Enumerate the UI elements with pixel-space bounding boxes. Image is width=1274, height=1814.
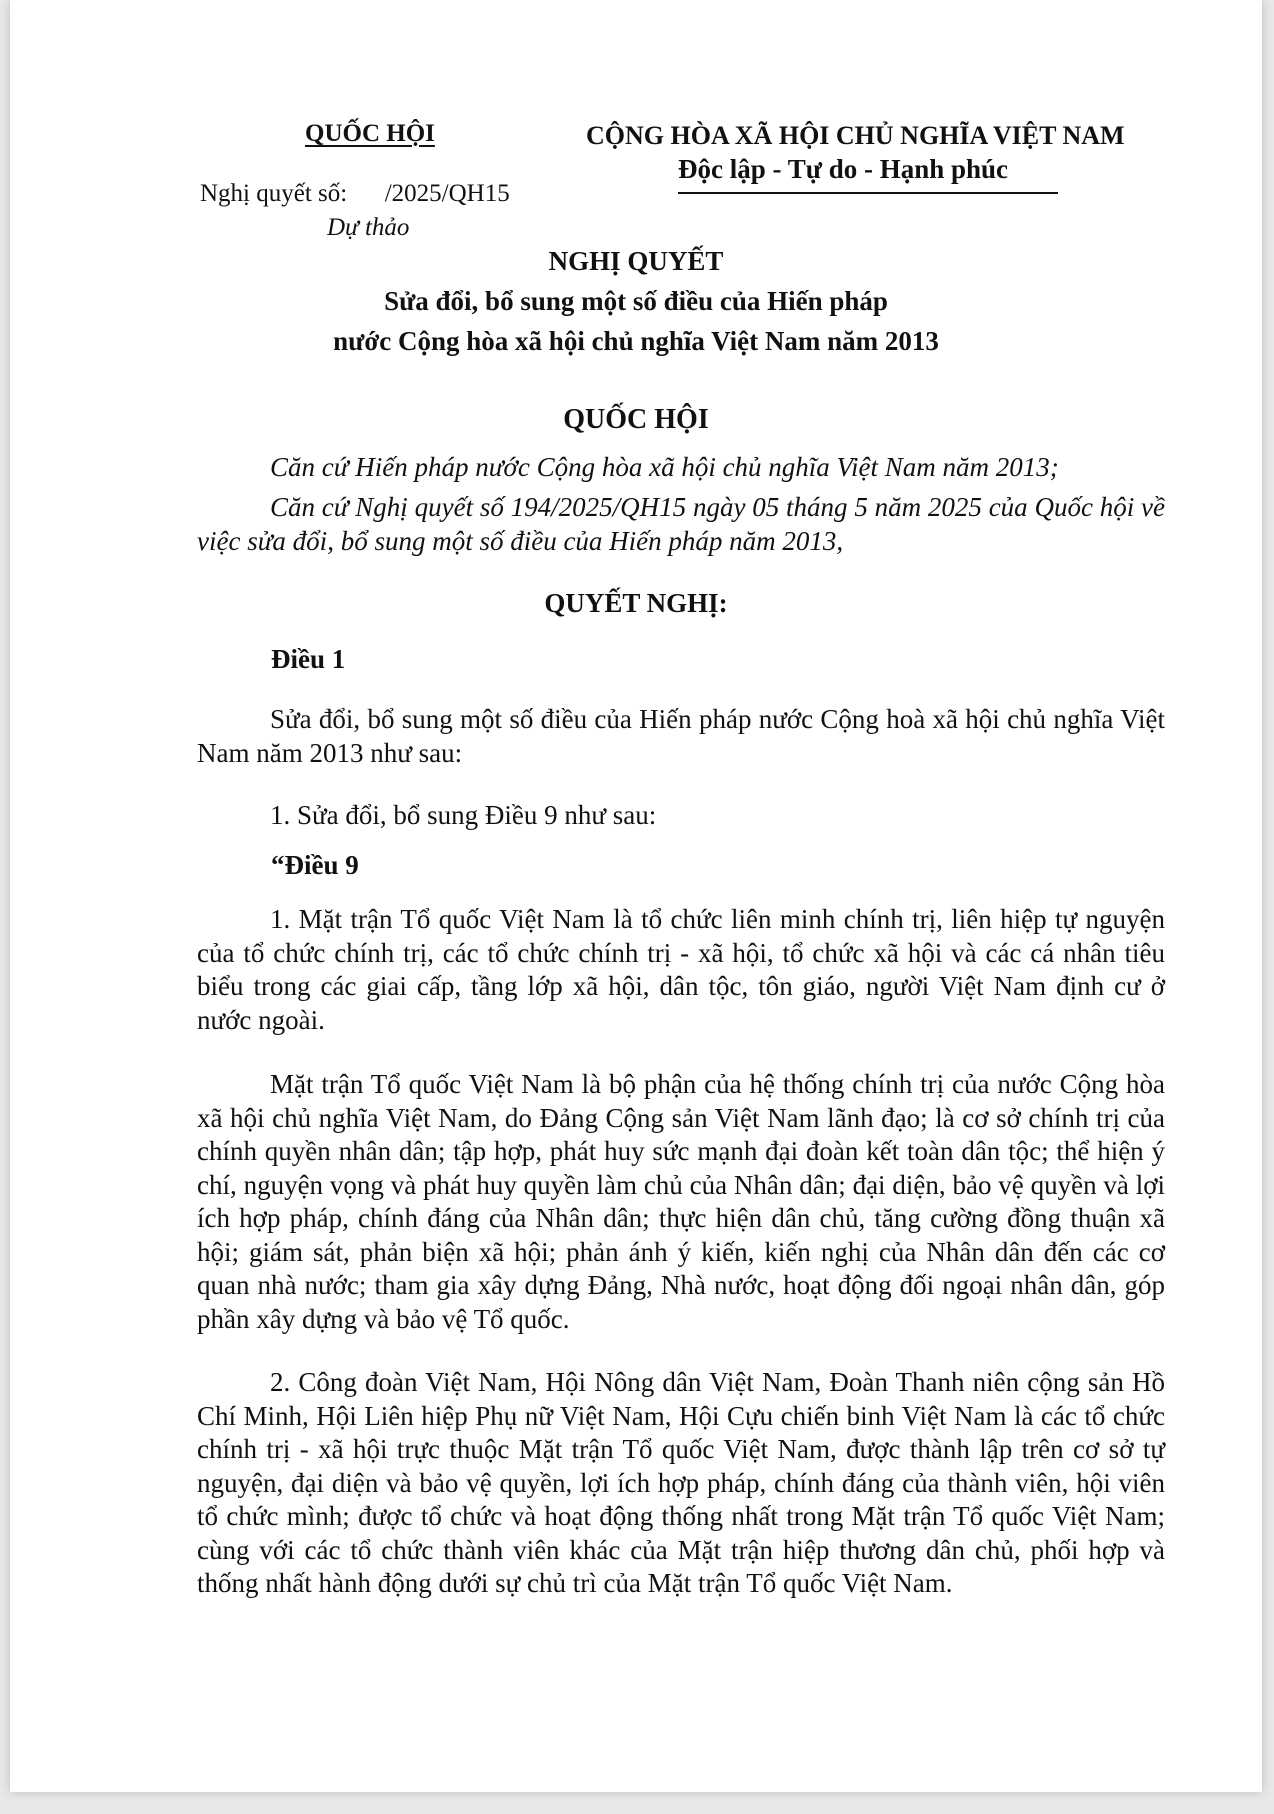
national-motto: Độc lập - Tự do - Hạnh phúc (678, 154, 1009, 184)
article-1-heading: Điều 1 (271, 644, 346, 674)
motto-underline (678, 192, 1058, 194)
draft-label: Dự thảo (327, 214, 410, 241)
resolves-heading: QUYẾT NGHỊ: (544, 588, 728, 618)
article-9-clause-1: 1. Mặt trận Tổ quốc Việt Nam là tổ chức liên minh chính trị, liên hiệp tự nguyện của tổ chức chính trị, các tổ chức chính trị - xã hội, tổ chức xã hội và các cá nhân tiêu biểu trong các giai cấp, tầng lớp xã hội, dân tộc, tôn giáo, người Việt Nam định cư ở nước ngoài. (197, 904, 1165, 1035)
article-9-heading: “Điều 9 (271, 850, 359, 880)
document-type: NGHỊ QUYẾT (548, 246, 724, 276)
document-page (10, 0, 1262, 1792)
country-name: CỘNG HÒA XÃ HỘI CHỦ NGHĨA VIỆT NAM (586, 121, 1125, 150)
article-9-clause-2: 2. Công đoàn Việt Nam, Hội Nông dân Việt Nam, Đoàn Thanh niên cộng sản Hồ Chí Minh, Hội Liên hiệp Phụ nữ Việt Nam, Hội Cựu chiến binh Việt Nam là các tổ chức chính trị - xã hội trực thuộc Mặt trận Tổ quốc Việt Nam, được thành lập trên cơ sở tự nguyện, đại diện và bảo vệ quyền, lợi ích hợp pháp, chính đáng của thành viên, hội viên tổ chức mình; được tổ chức và hoạt động thống nhất trong Mặt trận Tổ quốc Việt Nam; cùng với các tổ chức thành viên khác của Mặt trận hiệp thương dân chủ, phối hợp và thống nhất hành động dưới sự chủ trì của Mặt trận Tổ quốc Việt Nam. (197, 1367, 1165, 1598)
legal-basis-2: Căn cứ Nghị quyết số 194/2025/QH15 ngày 05 tháng 5 năm 2025 của Quốc hội về việc sửa đổi, bổ sung một số điều của Hiến pháp năm 2013, (197, 492, 1165, 556)
document-title-line-2: nước Cộng hòa xã hội chủ nghĩa Việt Nam năm 2013 (333, 326, 939, 356)
resolution-number: Nghị quyết số: /2025/QH15 (200, 180, 510, 207)
issuer-short: QUỐC HỘI (305, 120, 435, 147)
issuing-body: QUỐC HỘI (563, 404, 709, 435)
legal-basis-1: Căn cứ Hiến pháp nước Cộng hòa xã hội chủ nghĩa Việt Nam năm 2013; (270, 452, 1059, 482)
document-title-line-1: Sửa đổi, bổ sung một số điều của Hiến pháp (384, 286, 888, 316)
article-1-item-1: 1. Sửa đổi, bổ sung Điều 9 như sau: (270, 800, 657, 830)
article-9-clause-1-paragraph-2: Mặt trận Tổ quốc Việt Nam là bộ phận của hệ thống chính trị của nước Cộng hòa xã hội chủ nghĩa Việt Nam, do Đảng Cộng sản Việt Nam lãnh đạo; là cơ sở chính trị của chính quyền nhân dân; tập hợp, phát huy sức mạnh đại đoàn kết toàn dân tộc; thể hiện ý chí, nguyện vọng và phát huy quyền làm chủ của Nhân dân; đại diện, bảo vệ quyền và lợi ích hợp pháp, chính đáng của Nhân dân; thực hiện dân chủ, tăng cường đồng thuận xã hội; giám sát, phản biện xã hội; phản ánh ý kiến, kiến nghị của Nhân dân đến các cơ quan nhà nước; tham gia xây dựng Đảng, Nhà nước, hoạt động đối ngoại nhân dân, góp phần xây dựng và bảo vệ Tổ quốc. (197, 1069, 1165, 1334)
article-1-intro: Sửa đổi, bổ sung một số điều của Hiến pháp nước Cộng hoà xã hội chủ nghĩa Việt Nam năm 2013 như sau: (197, 704, 1165, 768)
